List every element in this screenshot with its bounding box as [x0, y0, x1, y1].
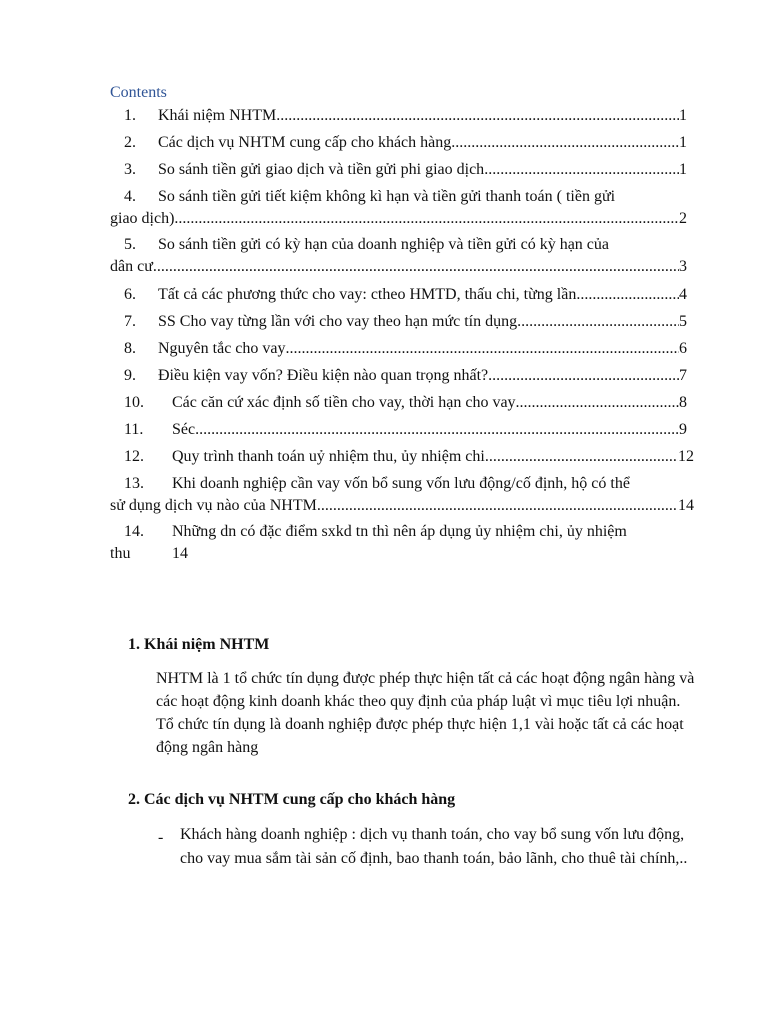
toc-leader-dots	[484, 161, 679, 179]
toc-entry-page: 1	[679, 107, 687, 124]
toc-entry-number: 7.	[124, 313, 136, 330]
toc-entry-number: 13.	[124, 475, 144, 492]
toc-entry-text: Quy trình thanh toán uỷ nhiệm thu, ủy nhiệm chi	[172, 448, 485, 465]
toc-entry-number: 4.	[124, 188, 136, 205]
toc-entry-text: Tất cả các phương thức cho vay: ctheo HMTD, thấu chi, từng lần	[158, 286, 577, 303]
toc-entry-page: 12	[678, 448, 694, 465]
toc-entry-page: 4	[679, 286, 687, 303]
section-1-paragraph-1: NHTM là 1 tổ chức tín dụng được phép thực hiện tất cả các hoạt động ngân hàng và các hoạt động kinh doanh khác theo quy định của pháp luật vì mục tiêu lợi nhuận.	[156, 670, 695, 710]
toc-entry-text: Khái niệm NHTM	[158, 107, 277, 124]
toc-entry-text-continued: dân cư	[110, 258, 153, 275]
toc-entry-number: 12.	[124, 448, 144, 465]
toc-leader-dots	[485, 448, 678, 466]
toc-entry-page: 5	[679, 313, 687, 330]
toc-entry-4[interactable]	[124, 188, 687, 206]
toc-entry-5[interactable]	[124, 236, 687, 254]
section-2-bullet-1: Khách hàng doanh nghiệp : dịch vụ thanh toán, cho vay bổ sung vốn lưu động, cho vay mua sắm tài sản cố định, bao thanh toán, bảo lãnh, cho thuê tài chính,..	[180, 826, 688, 867]
toc-entry-8[interactable]	[124, 340, 687, 358]
toc-entry-number: 8.	[124, 340, 136, 357]
toc-entry-3[interactable]	[124, 161, 687, 179]
toc-entry-1[interactable]	[124, 107, 687, 125]
toc-leader-dots	[488, 367, 679, 385]
toc-entry-14-continued: thu	[110, 545, 131, 562]
toc-entry-page: 1	[679, 134, 687, 151]
toc-leader-dots	[317, 497, 678, 515]
toc-entry-number: 11.	[124, 421, 144, 438]
toc-entry-number: 5.	[124, 236, 136, 253]
section-1-body	[156, 667, 701, 759]
section-1-heading: 1. Khái niệm NHTM	[128, 636, 270, 653]
toc-entry-page: 14	[678, 497, 694, 514]
toc-entry-text-continued: giao dịch)	[110, 210, 175, 227]
toc-leader-dots	[276, 107, 679, 125]
toc-entry-page: 2	[679, 210, 687, 227]
toc-entry-12[interactable]	[124, 448, 694, 466]
toc-entry-number: 14.	[124, 523, 144, 540]
section-2-heading: 2. Các dịch vụ NHTM cung cấp cho khách hàng	[128, 791, 456, 808]
toc-entry-13-continued[interactable]	[110, 497, 694, 515]
bullet-marker: -	[158, 829, 164, 846]
toc-leader-dots	[516, 394, 679, 412]
toc-leader-dots	[286, 340, 679, 358]
toc-leader-dots	[576, 286, 679, 304]
toc-entry-page: 7	[679, 367, 687, 384]
toc-entry-14-page: 14	[172, 545, 188, 562]
toc-entry-11[interactable]	[124, 421, 687, 439]
toc-entry-text: Séc	[172, 421, 196, 438]
toc-entry-text: Các dịch vụ NHTM cung cấp cho khách hàng	[158, 134, 452, 151]
toc-entry-text: So sánh tiền gửi có kỳ hạn của doanh nghiệp và tiền gửi có kỳ hạn của	[158, 236, 610, 253]
toc-entry-9[interactable]	[124, 367, 687, 385]
toc-entry-page: 8	[679, 394, 687, 411]
toc-entry-text-continued: sử dụng dịch vụ nào của NHTM	[110, 497, 317, 514]
toc-entry-text: So sánh tiền gửi tiết kiệm không kì hạn và tiền gửi thanh toán ( tiền gửi	[158, 188, 616, 205]
toc-entry-text: Điều kiện vay vốn? Điều kiện nào quan trọng nhất?	[158, 367, 489, 384]
toc-entry-page: 6	[679, 340, 687, 357]
toc-entry-page: 1	[679, 161, 687, 178]
toc-entry-number: 6.	[124, 286, 136, 303]
toc-entry-text: So sánh tiền gửi giao dịch và tiền gửi phi giao dịch	[158, 161, 485, 178]
toc-entry-text: Nguyên tắc cho vay	[158, 340, 286, 357]
toc-entry-2[interactable]	[124, 134, 687, 152]
toc-entry-number: 9.	[124, 367, 136, 384]
toc-entry-6[interactable]	[124, 286, 687, 304]
toc-entry-text: Những dn có đặc điểm sxkd tn thì nên áp dụng ủy nhiệm chi, ủy nhiệm	[172, 523, 627, 540]
toc-leader-dots	[517, 313, 679, 331]
toc-entry-text: Các căn cứ xác định số tiền cho vay, thời hạn cho vay	[172, 394, 516, 411]
toc-entry-page: 3	[679, 258, 687, 275]
toc-heading: Contents	[110, 84, 167, 101]
toc-entry-number: 3.	[124, 161, 136, 178]
toc-leader-dots	[174, 210, 679, 228]
toc-leader-dots	[451, 134, 679, 152]
toc-entry-5-continued[interactable]	[110, 258, 687, 276]
toc-entry-7[interactable]	[124, 313, 687, 331]
toc-entry-text: Khi doanh nghiệp cần vay vốn bổ sung vốn lưu động/cố định, hộ có thể	[172, 475, 630, 492]
toc-entry-number: 10.	[124, 394, 144, 411]
toc-entry-number: 1.	[124, 107, 136, 124]
section-1-paragraph-2: Tổ chức tín dụng là doanh nghiệp được phép thực hiện 1,1 vài hoặc tất cả các hoạt động ngân hàng	[156, 716, 684, 756]
toc-entry-10[interactable]	[124, 394, 687, 412]
toc-entry-14[interactable]	[124, 523, 694, 541]
toc-leader-dots	[195, 421, 679, 439]
toc-entry-text: SS Cho vay từng lần với cho vay theo hạn mức tín dụng	[158, 313, 518, 330]
toc-leader-dots	[153, 258, 679, 276]
toc-entry-number: 2.	[124, 134, 136, 151]
toc-entry-page: 9	[679, 421, 687, 438]
toc-entry-4-continued[interactable]	[110, 210, 687, 228]
toc-entry-13[interactable]	[124, 475, 694, 493]
